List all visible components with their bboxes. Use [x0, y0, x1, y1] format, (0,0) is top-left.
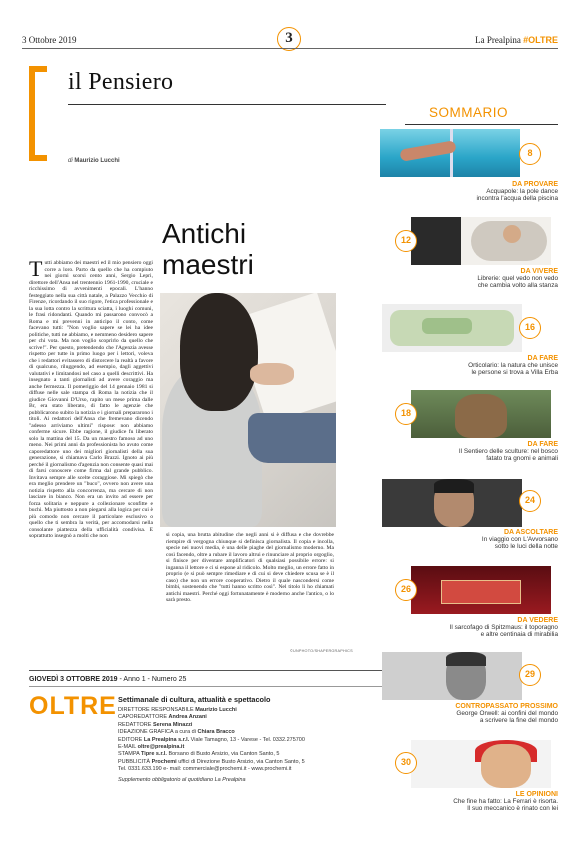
byline-author: Maurizio Lucchi: [74, 158, 120, 164]
sommario-item-5[interactable]: DA ASCOLTARE In viaggio con L'Avvorsano sotto le luci della notte: [481, 529, 558, 551]
credit-line: REDATTORE Serena Minazzi: [118, 721, 193, 728]
header-brand: [475, 35, 558, 45]
oltre-logo: OLTRE: [29, 692, 117, 720]
sommario-item-7[interactable]: CONTROPASSATO PROSSIMO George Orwell: ai confini del mondo a scrivere la fine del mondo: [455, 703, 558, 725]
credit-line: PUBBLICITÀ Prochemi uffici di Direzione Busto Arsizio, via Canton Santo, 5: [118, 758, 305, 765]
section-bracket: [29, 66, 47, 161]
page-badge-8[interactable]: 8: [519, 143, 541, 165]
sommario-item-2[interactable]: DA VIVERE Librerie: quel vedo non vedo che cambia volto alla stanza: [477, 268, 558, 290]
article-column-1: [29, 256, 153, 590]
sommario-thumb-7[interactable]: [382, 652, 522, 700]
page-badge-29[interactable]: 29: [519, 664, 541, 686]
sommario-rule: [405, 124, 558, 125]
column-1-text: utti abbiamo dei maestri ed il mio pensiero oggi corre a loro. Parto da quello che ha compiuto nei giorni scorsi cento anni, Sergio Lepri, direttore dell'Ansa nel trentennio 1961-1990, cruciale e ricchissimo di avvenimenti epocali. L'hanno festeggiato nella sua città natale, a Palazzo Vecchio di Firenze, ricordando il suo rigore, l'etica professionale e la sua lotta contro la scrittura sciatta, i luoghi comuni, le frasi ridondanti. Quando mi passarono convocò a Roma e mi prevenni in anticipo il conto, come facevano tutti: "Non voglio sapere se lei ha idee politiche, tutti ne abbiamo, e nemmeno desidero sapere per chi vota. Ma non voglio scoprirlo da quello che scrive!". Per questo, pretendendo che l'Agenzia avesse rispetto per tutte in primo luogo per i lettori, voleva che i redattori evitassero di distorcere la realtà a favore di qualcuno, riluggendo, ad esempio, dagli aggettivi valutativi e limitandosi nel caso a quelli descrittivi. Ha insegnato a tanti giornalisti ad avere coraggio ma anche fermezza. Il pomeriggio del 14 gennaio 1981 si diffuse nelle sale stampa di Roma la notizia che il giudice Giovanni D'Urso, rapito un mese prima dalle Br, era stato liberato, di fatto le agenzie che pubblicarono subito la notizia e i giornali prepararono i titoli. Ai redattori dell'Ansa che fremevano dicendo "adesso arriviamo ultimi" rispose: non abbiamo conferme sicure. Ebbe ragione, il giudice fu liberato solo la mattina del 15. Da un maestro famoso ad uno meno. Nei primi anni da professionista ho avuto come caporedattore uno dei migliori giornalisti della sua generazione, si chiamava Carlo Brazzi. Ignoto ai più perché il giornalismo d'agenzia non consente quasi mai di farsi conoscere come firma dal grande pubblico. Invitava sempre alle scelte coraggiose. Mi spiegò che era meglio prendere un "buco", ovvero non avere una notizia rispetto alla concorrenza, ma cercare di non lasciare in bianco. Non era un invito ad essere per forza solitaria e neppure a collezionare sconfitte e buchi. Ma piuttosto a non piegarsi alla logica per cui è più comodo non cercare il particolare esclusivo o quello che ti sembra la verità, per accomodarsi nella consolante piattezza della ufficialità condivisa. E soprattutto insegnò a molti che non: [29, 260, 153, 539]
page-badge-16[interactable]: 16: [519, 317, 541, 339]
sommario-item-6[interactable]: DA VEDERE Il sarcofago di Spitzmaus: il toporagno e altre centinaia di mirabilia: [449, 617, 558, 639]
supplement-note: Supplemento obbligatorio al quotidiano La Prealpina: [118, 776, 246, 783]
credit-line: E-MAIL oltre@prealpina.it: [118, 744, 185, 751]
sommario-thumb-8[interactable]: [411, 740, 551, 788]
byline: [68, 158, 120, 164]
byline-prefix: di: [68, 158, 75, 164]
masthead-rule-2: [29, 686, 386, 687]
sommario-thumb-6[interactable]: [411, 566, 551, 614]
sommario-item-3[interactable]: DA FARE Orticolario: la natura che unisce le persone si trova a Villa Erba: [468, 355, 558, 377]
sommario-item-4[interactable]: DA FARE Il Sentiero delle sculture: nel bosco fatato tra gnomi e animali: [458, 441, 558, 463]
credit-line: STAMPA Tipre s.r.l. Borsano di Busto Arsizio, via Canton Santo, 5: [118, 751, 280, 758]
page-badge-26[interactable]: 26: [395, 579, 417, 601]
drop-cap: T: [29, 256, 43, 281]
headline-line-2: maestri: [162, 249, 254, 280]
headline-line-1: Antichi: [162, 218, 247, 249]
article-photo: [160, 293, 336, 527]
credit-line: CAPOREDATTORE Andrea Anzani: [118, 714, 207, 721]
credit-line: IDEAZIONE GRAFICA a cura di Chiara Bracco: [118, 729, 235, 736]
section-title: il Pensiero: [68, 69, 174, 95]
brand-prefix: La Prealpina: [475, 35, 524, 45]
sommario-item-8[interactable]: LE OPINIONI Che fine ha fatto: La Ferrari è risorta. Il suo meccanico è rinato con lei: [453, 791, 558, 813]
sommario-title: SOMMARIO: [429, 105, 509, 120]
header-date: 3 Ottobre 2019: [22, 35, 77, 45]
sommario-thumb-4[interactable]: [411, 390, 551, 438]
page-badge-12[interactable]: 12: [395, 230, 417, 252]
masthead-credits: [118, 707, 388, 784]
article-headline: [162, 218, 254, 280]
sommario-thumb-5[interactable]: [382, 479, 522, 527]
issue-line: [29, 676, 186, 683]
page-badge-18[interactable]: 18: [395, 403, 417, 425]
header-rule: [22, 48, 558, 49]
sommario-item-1[interactable]: DA PROVARE Acquapole: la pole dance incontra l'acqua della piscina: [476, 181, 558, 203]
sommario-thumb-3[interactable]: [382, 304, 522, 352]
masthead-tagline: Settimanale di cultura, attualità e spettacolo: [118, 695, 271, 704]
article-column-2: si copia, una brutta abitudine che negli anni si è diffusa e che dovrebbe riempire di vergogna chiunque si definisca giornalista. Il copia e incolla, specie nei nuovi media, è una delle piaghe del giornalismo moderno. Ma così facendo, oltre a rubare il lavoro altrui e rinunciare al proprio orgoglio, si finisce per diventare amplificatori di qualsiasi possibile errore: si inganna il lettore e ci si espone al ridicolo. Molto meglio, un errore fatto in proprio (e si può sempre rimediare e di cui si deve chiedere scusa se è il caso) che non un errore cooperativo. Dietro il quale nascondersi come bimbi, sostenendo che "tutti hanno scritto così". Nel titolo li ho chiamati antichi maestri. Perché oggi fortunatamente è moderno anche l'antico, o lo sarà presto.: [166, 532, 334, 603]
credit-line: Tel. 0331.633.190 e- mail: commerciale@prochemi.it - www.prochemi.it: [118, 766, 292, 773]
masthead-rule: [29, 670, 386, 671]
page-number: 3: [277, 27, 301, 51]
sommario-thumb-2[interactable]: [411, 217, 551, 265]
issue-meta: - Anno 1 - Numero 25: [117, 676, 187, 683]
credit-line: DIRETTORE RESPONSABILE Maurizio Lucchi: [118, 707, 237, 713]
section-rule: [68, 104, 386, 105]
page-badge-24[interactable]: 24: [519, 490, 541, 512]
brand-accent: #OLTRE: [523, 35, 558, 45]
photo-credit: ©UNPHOTO/SHAPERGRAPHICS: [290, 649, 353, 653]
sommario-thumb-1[interactable]: [380, 129, 520, 177]
issue-day: GIOVEDÌ 3 OTTOBRE 2019: [29, 676, 118, 683]
credit-line: EDITORE La Prealpina s.r.l. Viale Tamagno, 13 - Varese - Tel. 0332.275700: [118, 736, 305, 743]
page-badge-30[interactable]: 30: [395, 752, 417, 774]
